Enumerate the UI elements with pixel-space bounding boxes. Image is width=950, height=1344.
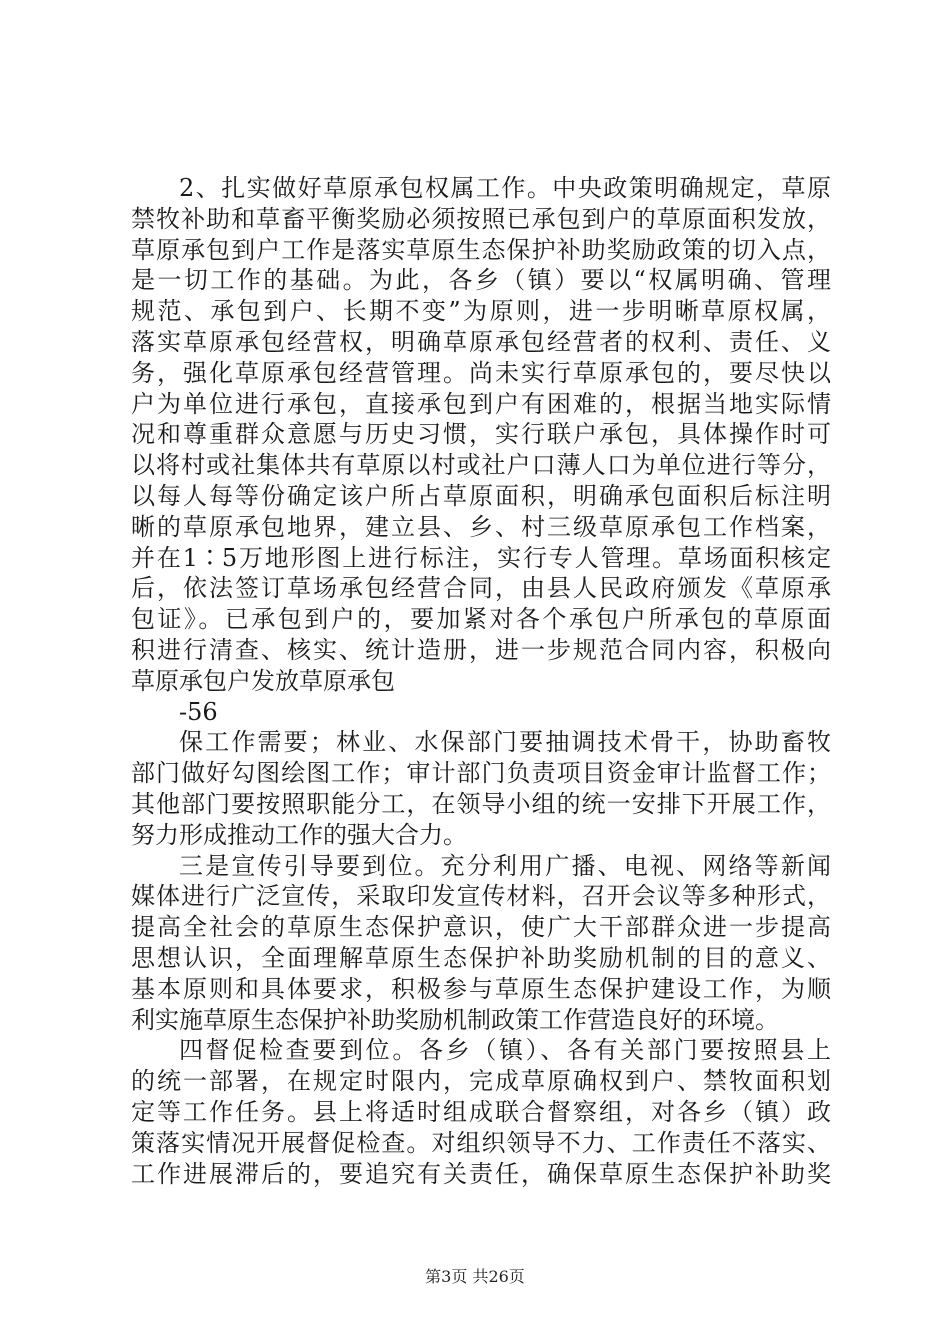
text-line: 媒体进行广泛宣传，采取印发宣传材料，召开会议等多种形式， bbox=[131, 882, 831, 911]
text-line: 定等工作任务。县上将适时组成联合督察组，对各乡（镇）政 bbox=[131, 1097, 831, 1126]
document-body bbox=[131, 173, 831, 1189]
text-line: 提高全社会的草原生态保护意识，使广大干部群众进一步提高 bbox=[131, 913, 831, 942]
text-line: 晰的草原承包地界，建立县、乡、村三级草原承包工作档案， bbox=[131, 512, 831, 541]
text-line: 是一切工作的基础。为此，各乡（镇）要以“权属明确、管理 bbox=[131, 266, 831, 295]
text-line: 部门做好勾图绘图工作；审计部门负责项目资金审计监督工作； bbox=[131, 759, 831, 788]
text-line: 四督促检查要到位。各乡（镇）、各有关部门要按照县上 bbox=[179, 1036, 831, 1065]
text-line: 利实施草原生态保护补助奖励机制政策工作营造良好的环境。 bbox=[131, 1005, 779, 1034]
text-line: 2、扎实做好草原承包权属工作。中央政策明确规定，草原 bbox=[179, 174, 831, 202]
text-line: 积进行清查、核实、统计造册，进一步规范合同内容，积极向 bbox=[131, 635, 831, 664]
text-line: 的统一部署，在规定时限内，完成草原确权到户、禁牧面积划 bbox=[131, 1067, 831, 1096]
text-line: 户为单位进行承包，直接承包到户有困难的，根据当地实际情 bbox=[131, 389, 831, 418]
text-line: 草原承包户发放草原承包 bbox=[131, 666, 395, 695]
text-line: 基本原则和具体要求，积极参与草原生态保护建设工作，为顺 bbox=[131, 974, 831, 1003]
text-line: 务，强化草原承包经营管理。尚未实行草原承包的，要尽快以 bbox=[131, 358, 831, 387]
text-line: 后，依法签订草场承包经营合同，由县人民政府颁发《草原承 bbox=[131, 574, 831, 603]
text-line: 以每人每等份确定该户所占草原面积，明确承包面积后标注明 bbox=[131, 481, 831, 510]
text-line: 努力形成推动工作的强大合力。 bbox=[131, 820, 467, 849]
text-line: 三是宣传引导要到位。充分利用广播、电视、网络等新闻 bbox=[179, 851, 831, 880]
text-line: 况和尊重群众意愿与历史习惯，实行联户承包，具体操作时可 bbox=[131, 420, 831, 449]
text-line: 以将村或社集体共有草原以村或社户口薄人口为单位进行等分， bbox=[131, 451, 831, 480]
text-line: 禁牧补助和草畜平衡奖励必须按照已承包到户的草原面积发放， bbox=[131, 204, 831, 233]
text-line: 策落实情况开展督促检查。对组织领导不力、工作责任不落实、 bbox=[131, 1128, 831, 1157]
text-line: 其他部门要按照职能分工，在领导小组的统一安排下开展工作， bbox=[131, 789, 831, 818]
text-line: 并在1∶5万地形图上进行标注，实行专人管理。草场面积核定 bbox=[131, 543, 831, 572]
page-number-marker: -56 bbox=[179, 697, 218, 726]
text-line: 保工作需要；林业、水保部门要抽调技术骨干，协助畜牧 bbox=[179, 728, 831, 757]
text-line: 落实草原承包经营权，明确草原承包经营者的权利、责任、义 bbox=[131, 327, 831, 356]
text-line: 草原承包到户工作是落实草原生态保护补助奖励政策的切入点， bbox=[131, 235, 831, 264]
text-line: 思想认识，全面理解草原生态保护补助奖励机制的目的意义、 bbox=[131, 943, 831, 972]
text-line: 规范、承包到户、长期不变”为原则，进一步明晰草原权属， bbox=[131, 297, 831, 326]
text-line: 工作进展滞后的，要追究有关责任，确保草原生态保护补助奖 bbox=[131, 1159, 831, 1188]
page-footer: 第3页 共26页 bbox=[425, 1267, 525, 1286]
text-line: 包证》。已承包到户的，要加紧对各个承包户所承包的草原面 bbox=[131, 605, 831, 634]
